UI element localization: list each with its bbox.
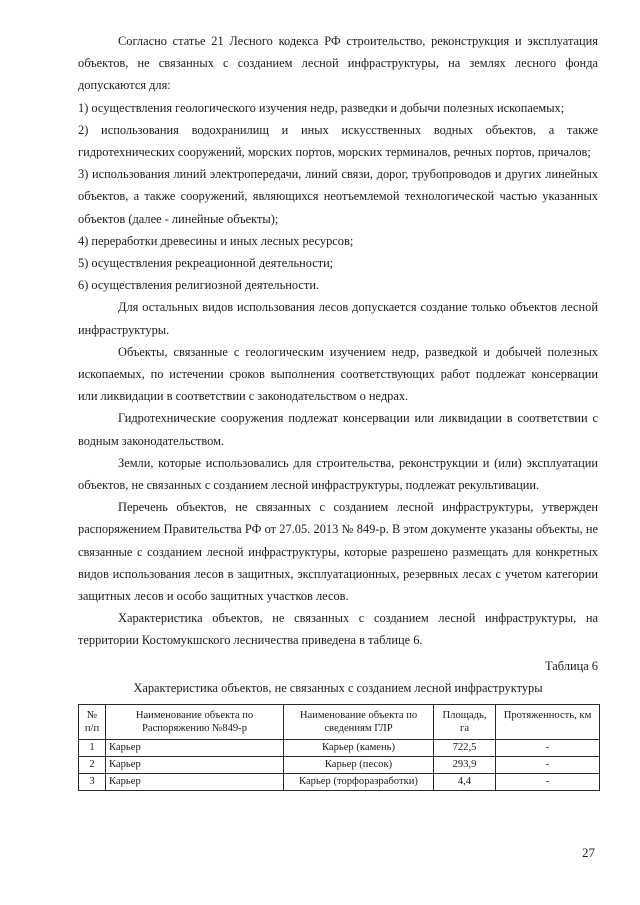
table-cell: Карьер xyxy=(106,774,284,791)
intro-paragraph: Согласно статье 21 Лесного кодекса РФ строительство, реконструкция и эксплуатация объектов, не связанных с созданием лесной инфраструктуры, на землях лесного фонда допускаются для: xyxy=(78,34,598,93)
table-cell: Карьер xyxy=(106,757,284,774)
table-cell: 293,9 xyxy=(434,757,496,774)
header-cell: № п/п xyxy=(79,705,106,740)
table-cell: - xyxy=(496,757,600,774)
header-cell: Наименование объекта по Распоряжению №849-р xyxy=(106,705,284,740)
table-cell: 1 xyxy=(79,740,106,757)
table-cell: Карьер xyxy=(106,740,284,757)
list-item-6: 6) осуществления религиозной деятельности. xyxy=(78,278,320,293)
list-item-5: 5) осуществления рекреационной деятельности; xyxy=(78,256,334,271)
body-paragraph: Для остальных видов использования лесов допускается создание только объектов лесной инфраструктуры. xyxy=(78,300,598,337)
body-paragraph: Гидротехнические сооружения подлежат консервации или ликвидации в соответствии с водным законодательством. xyxy=(78,411,598,448)
body-paragraph: Земли, которые использовались для строительства, реконструкции и (или) эксплуатации объектов, не связанных с созданием лесной инфраструктуры, подлежат рекультивации. xyxy=(78,455,598,493)
table-header-row xyxy=(79,705,600,740)
table-caption: Характеристика объектов, не связанных с созданием лесной инфраструктуры xyxy=(133,680,543,695)
objects-table xyxy=(78,704,600,791)
body-paragraph: Объекты, связанные с геологическим изучением недр, разведкой и добычей полезных ископаемых, по истечении сроков выполнения соответствующих работ подлежат консервации или ликвидации в соответствии с законодательством о недрах. xyxy=(78,344,598,404)
table-cell: 722,5 xyxy=(434,740,496,757)
header-cell: Протяженность, км xyxy=(496,705,600,740)
list-item-2: 2) использования водохранилищ и иных искусственных водных объектов, а также гидротехнических сооружений, морских портов, морских терминалов, речных портов, причалов; xyxy=(78,122,598,160)
table-cell: 2 xyxy=(79,757,106,774)
table-cell: Карьер (камень) xyxy=(284,740,434,757)
header-cell: Наименование объекта по сведениям ГЛР xyxy=(284,705,434,740)
table-cell: Карьер (песок) xyxy=(284,757,434,774)
table-cell: - xyxy=(496,774,600,791)
list-item-4: 4) переработки древесины и иных лесных ресурсов; xyxy=(78,233,354,248)
table-cell: 3 xyxy=(79,774,106,791)
body-paragraph: Перечень объектов, не связанных с созданием лесной инфраструктуры, утвержден распоряжением Правительства РФ от 27.05. 2013 № 849-р. В этом документе указаны объекты, не связанные с созданием лесной инфраструктуры, которые разрешено размещать для конкретных видов использования лесов в защитных, эксплуатационных, резервных лесах с учетом категории защитных лесов и особо защитных участков лесов. xyxy=(78,500,598,604)
list-item-3: 3) использования линий электропередачи, линий связи, дорог, трубопроводов и других линейных объектов, а также сооружений, являющихся неотъемлемой технологической частью указанных объектов (далее - линейные объекты); xyxy=(78,167,598,226)
list-item-1: 1) осуществления геологического изучения недр, разведки и добычи полезных ископаемых; xyxy=(78,100,565,115)
document-page xyxy=(78,30,598,791)
body-paragraph: Характеристика объектов, не связанных с созданием лесной инфраструктуры, на территории Костомукшского лесничества приведена в таблице 6. xyxy=(78,611,598,648)
table-cell: - xyxy=(496,740,600,757)
table-cell: 4,4 xyxy=(434,774,496,791)
table-row xyxy=(79,774,600,791)
table-label: Таблица 6 xyxy=(545,658,598,673)
table-cell: Карьер (торфоразработки) xyxy=(284,774,434,791)
page-number: 27 xyxy=(582,845,595,860)
header-cell: Площадь, га xyxy=(434,705,496,740)
table-row xyxy=(79,740,600,757)
table-row xyxy=(79,757,600,774)
